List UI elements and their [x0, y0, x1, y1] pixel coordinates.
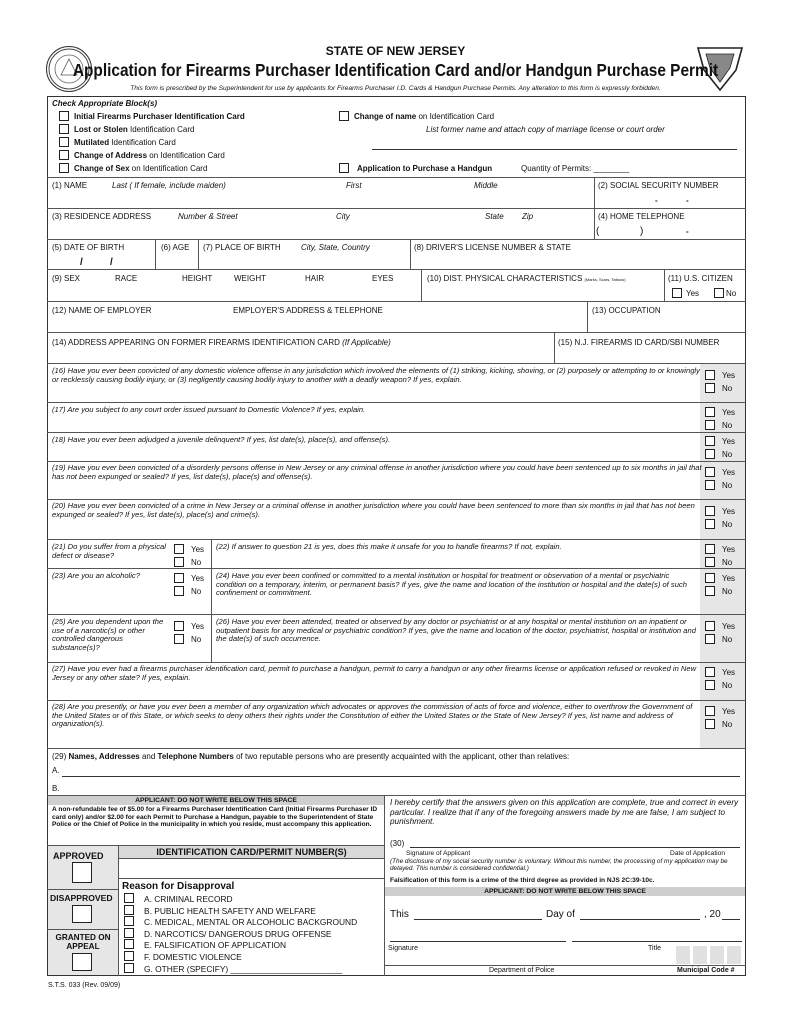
lost-stolen-checkbox[interactable]: [59, 124, 69, 134]
q27-yes-checkbox[interactable]: [705, 667, 715, 677]
no-label: No: [722, 481, 733, 490]
q20-text: (20) Have you ever been convicted of a crime in New Jersey or a criminal offense in another jurisdiction where you could have been sentenced to more than six months in jail that has not been expunged or sealed? If yes, list date(s), place(s) and crime(s).: [52, 501, 695, 519]
quantity-label: Quantity of Permits: ________: [521, 164, 630, 173]
citizen-no-label: No: [726, 289, 737, 298]
q22-text: (22) If answer to question 21 is yes, does this make it unsafe for you to handle firearms? If not, explain.: [216, 542, 562, 551]
hair-label: HAIR: [305, 274, 325, 283]
reason-checkbox[interactable]: [124, 928, 134, 938]
reason-checkbox[interactable]: [124, 916, 134, 926]
reason-label: G. OTHER (SPECIFY) ________________________: [144, 963, 343, 974]
q18-text: (18) Have you ever been adjudged a juvenile delinquent? If yes, list date(s), place(s), and offense(s).: [52, 435, 391, 444]
yes-label: Yes: [722, 668, 736, 677]
q16-text: (16) Have you ever been convicted of any domestic violence offense in any jurisdiction which involved the elements of (1) striking, kicking, shoving, or (2) purposely or attempting to or knowingly or recklessly causing bodily injury, or (3) negligently causing bodily injury to another with a deadly weapon? If yes, explain.: [52, 366, 700, 384]
eyes-label: EYES: [372, 274, 394, 283]
yes-label: Yes: [722, 507, 736, 516]
q16-no-checkbox[interactable]: [705, 383, 715, 393]
reason-label: E. FALSIFICATION OF APPLICATION: [144, 940, 287, 951]
city-label: City: [336, 212, 350, 221]
height-label: HEIGHT: [182, 274, 213, 283]
dob-label: (5) DATE OF BIRTH: [52, 243, 125, 252]
application-date-label: Date of Application: [670, 850, 725, 857]
reference-a-label: A.: [52, 766, 60, 775]
reason-label: D. NARCOTICS/ DANGEROUS DRUG OFFENSE: [144, 928, 332, 939]
q22-no-checkbox[interactable]: [705, 557, 715, 567]
disclosure-text: (The disclosure of my social security number is voluntary. Without this number, the processing of my application may be delayed. This number is considered confidential.): [390, 858, 728, 873]
q25-no-checkbox[interactable]: [174, 634, 184, 644]
municipal-code-boxes[interactable]: [676, 946, 742, 964]
lost-stolen-label: Lost or Stolen Identification Card: [74, 125, 195, 134]
approved-label: APPROVED: [53, 851, 104, 861]
signature-line[interactable]: [410, 847, 740, 848]
approved-box[interactable]: [72, 862, 92, 883]
pob-sub-label: City, State, Country: [301, 243, 370, 252]
idcard-header: IDENTIFICATION CARD/PERMIT NUMBER(S): [119, 846, 384, 858]
q17-yes-checkbox[interactable]: [705, 407, 715, 417]
change-sex-checkbox[interactable]: [59, 163, 69, 173]
applicant-signature-label: Signature of Applicant: [406, 850, 471, 857]
q19-yes-checkbox[interactable]: [705, 467, 715, 477]
last-name-label: Last ( If female, include maiden): [112, 181, 226, 190]
age-label: (6) AGE: [161, 243, 190, 252]
license-label: (8) DRIVER'S LICENSE NUMBER & STATE: [414, 243, 571, 252]
tel-paren: ): [640, 226, 644, 237]
year-line[interactable]: [722, 919, 740, 920]
ssn-dash: -: [655, 196, 658, 205]
change-sex-label: Change of Sex on Identification Card: [74, 164, 208, 173]
dayof-line[interactable]: [580, 919, 700, 920]
q27-text: (27) Have you ever had a firearms purchaser identification card, permit to purchase a handgun, permit to carry a handgun or any other firearms license or application refused or revoked in New Jersey or any other state? If yes, explain.: [52, 664, 697, 682]
reason-checkbox[interactable]: [124, 963, 134, 973]
applicant-bar-2: APPLICANT: DO NOT WRITE BELOW THIS SPACE: [385, 887, 745, 896]
q28-no-checkbox[interactable]: [705, 719, 715, 729]
tel-paren: (: [596, 226, 600, 237]
q24-yes-checkbox[interactable]: [705, 573, 715, 583]
reason-checkbox[interactable]: [124, 939, 134, 949]
form-footer: S.T.S. 033 (Rev. 09/09): [48, 982, 121, 989]
pob-label: (7) PLACE OF BIRTH: [203, 243, 281, 252]
yes-label: Yes: [722, 707, 736, 716]
official-signature-line[interactable]: [390, 941, 566, 942]
mutilated-label: Mutilated Identification Card: [74, 138, 176, 147]
handgun-label: Application to Purchase a Handgun: [357, 164, 493, 173]
q17-no-checkbox[interactable]: [705, 420, 715, 430]
yes-label: Yes: [722, 437, 736, 446]
reason-label: F. DOMESTIC VIOLENCE: [144, 952, 242, 962]
residence-label: (3) RESIDENCE ADDRESS: [52, 212, 152, 221]
state-label: State: [485, 212, 504, 221]
q16-yes-checkbox[interactable]: [705, 370, 715, 380]
q19-text: (19) Have you ever been convicted of a disorderly persons offense in New Jersey or any criminal offense in another jurisdiction where you could have been sentenced up to six months in jail that has not been expunged or sealed? If yes, list date(s), place(s) and offense(s).: [52, 463, 702, 481]
no-label: No: [191, 635, 202, 644]
sbi-label: (15) N.J. FIREARMS ID CARD/SBI NUMBER: [558, 338, 720, 347]
handgun-checkbox[interactable]: [339, 163, 349, 173]
employer-address-label: EMPLOYER'S ADDRESS & TELEPHONE: [233, 306, 383, 315]
q26-yes-checkbox[interactable]: [705, 621, 715, 631]
disapproved-box[interactable]: [72, 905, 92, 923]
yes-label: Yes: [191, 545, 205, 554]
sex-label: (9) SEX: [52, 274, 81, 283]
no-label: No: [722, 558, 733, 567]
q26-text: (26) Have you ever been attended, treated or observed by any doctor or psychiatrist or at any hospital or mental institution on an inpatient or outpatient basis for any medical or psychiatric condition? If yes, give the name and location of the doctor, psychiatrist, hospital or institution and the date(s) of such occurrence.: [216, 617, 696, 644]
q17-text: (17) Are you subject to any court order issued pursuant to Domestic Violence? If yes, explain.: [52, 405, 366, 414]
q20-no-checkbox[interactable]: [705, 519, 715, 529]
no-label: No: [191, 587, 202, 596]
q27-no-checkbox[interactable]: [705, 680, 715, 690]
this-line[interactable]: [414, 919, 542, 920]
reason-checkbox[interactable]: [124, 893, 134, 903]
former-name-line[interactable]: [372, 149, 737, 150]
no-label: No: [722, 720, 733, 729]
certify-num: (30): [390, 839, 405, 848]
first-name-label: First: [346, 181, 362, 190]
q28-yes-checkbox[interactable]: [705, 706, 715, 716]
this-label: This: [390, 909, 409, 920]
granted-box[interactable]: [72, 953, 92, 971]
q18-no-checkbox[interactable]: [705, 449, 715, 459]
q20-yes-checkbox[interactable]: [705, 506, 715, 516]
reason-label: B. PUBLIC HEALTH SAFETY AND WELFARE: [144, 905, 316, 916]
employer-label: (12) NAME OF EMPLOYER: [52, 306, 152, 315]
q22-yes-checkbox[interactable]: [705, 544, 715, 554]
q19-no-checkbox[interactable]: [705, 480, 715, 490]
yes-label: Yes: [722, 408, 736, 417]
change-name-note: List former name and attach copy of marriage license or court order: [426, 125, 665, 134]
dayof-label: Day of: [546, 909, 575, 920]
form-title: Application for Firearms Purchaser Identification Card and/or Handgun Purchase Permit: [72, 60, 719, 80]
q25-yes-checkbox[interactable]: [174, 621, 184, 631]
former-address-label: (14) ADDRESS APPEARING ON FORMER FIREARMS IDENTIFICATION CARD (If Applicable): [52, 338, 391, 347]
q26-no-checkbox[interactable]: [705, 634, 715, 644]
dist-label: (10) DIST. PHYSICAL CHARACTERISTICS (Marks, Scars, Tattoos): [427, 274, 626, 283]
yes-label: Yes: [722, 622, 736, 631]
no-label: No: [722, 450, 733, 459]
department-label: Department of Police: [489, 967, 555, 974]
occupation-label: (13) OCCUPATION: [592, 306, 661, 315]
middle-name-label: Middle: [474, 181, 498, 190]
check-blocks-heading: Check Appropriate Block(s): [52, 99, 158, 108]
q18-yes-checkbox[interactable]: [705, 436, 715, 446]
initial-card-label: Initial Firearms Purchaser Identification Card: [74, 112, 245, 121]
no-label: No: [722, 421, 733, 430]
yes-label: Yes: [722, 545, 736, 554]
year-label: , 20: [704, 909, 721, 920]
yes-label: Yes: [722, 468, 736, 477]
change-name-label: Change of name on Identification Card: [354, 112, 495, 121]
no-label: No: [722, 520, 733, 529]
reason-checkbox[interactable]: [124, 951, 134, 961]
yes-label: Yes: [191, 574, 205, 583]
no-label: No: [722, 635, 733, 644]
ssn-label: (2) SOCIAL SECURITY NUMBER: [598, 181, 719, 190]
q23-text: (23) Are you an alcoholic?: [52, 571, 140, 580]
yes-label: Yes: [722, 371, 736, 380]
title-label: Title: [648, 945, 661, 952]
reason-heading: Reason for Disapproval: [122, 881, 235, 892]
disapproved-label: DISAPPROVED: [50, 893, 113, 903]
citizen-yes-checkbox[interactable]: [672, 288, 682, 298]
no-label: No: [722, 384, 733, 393]
no-label: No: [722, 587, 733, 596]
q21-yes-checkbox[interactable]: [174, 544, 184, 554]
name-label: (1) NAME: [52, 181, 88, 190]
q21-text: (21) Do you suffer from a physical defect or disease?: [52, 542, 166, 560]
ssn-dash: -: [686, 196, 689, 205]
yes-label: Yes: [722, 574, 736, 583]
street-label: Number & Street: [178, 212, 238, 221]
citizen-yes-label: Yes: [686, 289, 700, 298]
citizen-no-checkbox[interactable]: [714, 288, 724, 298]
change-address-checkbox[interactable]: [59, 150, 69, 160]
citizen-label: (11) U.S. CITIZEN: [668, 274, 733, 283]
change-name-checkbox[interactable]: [339, 111, 349, 121]
q28-text: (28) Are you presently, or have you ever been a member of any organization which advocates or approves the commission of acts of force and violence, either to overthrow the Government of the United States or of this State, or which seeks to deny others their rights under the Constitution of either the United States or the State of New Jersey? If yes, list name and address of organization(s).: [52, 702, 693, 729]
reason-label: C. MEDICAL, MENTAL OR ALCOHOLIC BACKGROUND: [144, 917, 358, 928]
applicant-bar: APPLICANT: DO NOT WRITE BELOW THIS SPACE: [48, 796, 384, 805]
official-signature-label: Signature: [388, 945, 418, 952]
municipal-code-label: Municipal Code #: [677, 967, 735, 974]
reason-label: A. CRIMINAL RECORD: [144, 894, 233, 904]
yes-label: Yes: [191, 622, 205, 631]
reason-checkbox[interactable]: [124, 905, 134, 915]
weight-label: WEIGHT: [234, 274, 266, 283]
q24-text: (24) Have you ever been confined or committed to a mental institution or hospital for treatment or observation of a mental or psychiatric condition on a temporary, interim, or permanent basis? If yes, give the name and location of the institution or hospital and the date(s) of such confinement or commitment.: [216, 571, 687, 598]
reference-b-label: B.: [52, 784, 60, 793]
q21-no-checkbox[interactable]: [174, 557, 184, 567]
tel-dash: -: [686, 227, 689, 236]
q23-no-checkbox[interactable]: [174, 586, 184, 596]
mutilated-checkbox[interactable]: [59, 137, 69, 147]
prescribed-note: This form is prescribed by the Superintendent for use by applicants for Firearms Purchaser I.D. Cards & Handgun Purchase Permits. Any alteration to this form is expressly forbidden.: [130, 85, 661, 92]
change-address-label: Change of Address on Identification Card: [74, 151, 225, 160]
race-label: RACE: [115, 274, 138, 283]
no-label: No: [722, 681, 733, 690]
dob-slash: /: [110, 257, 113, 268]
reference-a-line[interactable]: [62, 776, 740, 777]
home-tel-label: (4) HOME TELEPHONE: [598, 212, 685, 221]
fee-text: A non-refundable fee of $5.00 for a Firearms Purchaser Identification Card (Initial Firearms Purchaser ID card only) and/or $2.00 for each Permit to Purchase a Handgun, payable to the Superintendent of State Police or the Chief of Police in the municipality in which you reside, must accompany this application.: [52, 806, 378, 829]
q25-text: (25) Are you dependent upon the use of a narcotic(s) or other controlled dangerous substance(s)?: [52, 617, 164, 652]
certify-text: I hereby certify that the answers given on this application are complete, true and correct in every particular. I realize that if any of the foregoing answers made by me are false, I am subject to punishment.: [390, 798, 739, 827]
q23-yes-checkbox[interactable]: [174, 573, 184, 583]
falsification-text: Falsification of this form is a crime of the third degree as provided in NJS 2C:39-10c.: [390, 877, 655, 884]
no-label: No: [191, 558, 202, 567]
zip-label: Zip: [522, 212, 534, 221]
title-line[interactable]: [572, 941, 742, 942]
q29-text: (29) Names, Addresses and Telephone Numbers of two reputable persons who are presently acquainted with the applicant, other than relatives:: [52, 752, 570, 761]
q24-no-checkbox[interactable]: [705, 586, 715, 596]
granted-label: GRANTED ON APPEAL: [55, 933, 111, 951]
initial-card-checkbox[interactable]: [59, 111, 69, 121]
dob-slash: /: [80, 257, 83, 268]
state-title: STATE OF NEW JERSEY: [325, 44, 466, 58]
